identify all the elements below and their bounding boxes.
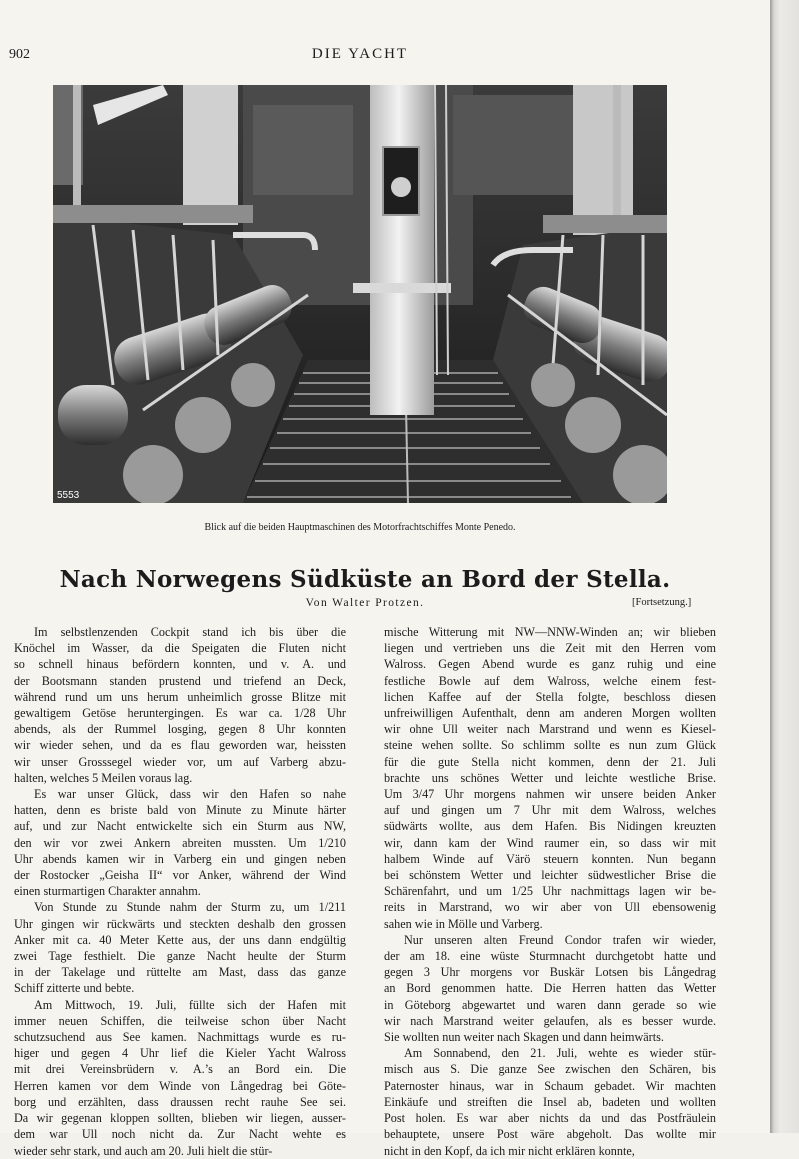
text-line: wir ohne Ull weiter nach Marstrand und wenn es Kiesel-	[384, 722, 716, 737]
text-line: festliche Bowle auf dem Walross, welche einem fest-	[384, 673, 716, 688]
text-line: Herren kamen vor dem Winde von Långedrag bei Göte-	[14, 1078, 346, 1093]
text-line: Uhr abends kamen wir in Varberg ein und gingen neben	[14, 851, 346, 866]
text-line: so schnell hinaus befördern konnten, und v. A. und	[14, 657, 346, 672]
text-line: während rund um uns herum unheimlich grosse Blitze mit	[14, 689, 346, 704]
text-line: Schiff zitterte und bebte.	[14, 981, 135, 996]
text-line: mit drei Vereinsbrüdern v. A.’s an Bord ein. Die	[14, 1062, 346, 1077]
text-line: dem war Ull noch nicht da. Zur Nacht wehte es	[14, 1127, 346, 1142]
text-line: higer und gegen 4 Uhr lief die Kieler Yacht Walross	[14, 1046, 346, 1061]
text-line: den wir vor zwei Ankern abreiten mussten. Um 1/210	[14, 835, 346, 850]
text-line: Knöchel im Wasser, da die Speigaten die Fluten nicht	[14, 641, 346, 656]
text-line: wir wieder sehen, und da es flau geworden war, heissten	[14, 738, 346, 753]
text-line: hatten, denn es briste bald von Minute zu Minute härter	[14, 803, 346, 818]
text-line: an Bord genommen hatte. Die Herren hatten das Wetter	[384, 981, 716, 996]
page-number: 902	[9, 47, 30, 62]
text-line: für die gute Stella nicht kommen, denn der 21. Juli	[384, 754, 716, 769]
text-line: misch aus S. Die ganze See zwischen den Schären, bis	[384, 1062, 716, 1077]
text-line: in Göteborg abgewartet und waren dann gerade so wie	[384, 997, 716, 1012]
text-line: immer neuen Schiffen, die teilweise schon über Nacht	[14, 1013, 346, 1028]
text-line: Am Mittwoch, 19. Juli, füllte sich der Hafen mit	[34, 997, 346, 1012]
text-line: Von Stunde zu Stunde nahm der Sturm zu, um 1/211	[34, 900, 346, 915]
article-column-left	[14, 624, 346, 1159]
text-line: liegen und vertrieben uns die Zeit mit den Herren vom	[384, 641, 716, 656]
article-byline: Von Walter Protzen.	[305, 597, 425, 609]
text-line: auf, und zur Nacht entwickelte sich ein Sturm aus NW,	[14, 819, 346, 834]
text-line: zwei Tage festhielt. Die ganze Nacht heulte der Sturm	[14, 949, 346, 964]
engine-room-illustration	[53, 85, 667, 503]
text-line: südwärts wollte, aus dem Hafen. Bis Nidingen kreuzten	[384, 819, 716, 834]
text-line: wir nach Marstrand weiter gelaufen, als es besser wurde.	[384, 1013, 716, 1028]
plate-number: 5553	[57, 490, 80, 501]
text-line: reits in Marstrand, wo wir aber von Ull ebensowenig	[384, 900, 716, 915]
text-line: Um 3/47 Uhr morgens nahmen wir unsere beiden Anker	[384, 787, 716, 802]
text-line: der Rostocker „Geisha II“ vor Anker, während der Wind	[14, 868, 346, 883]
text-line: abends, als der Rummel losging, gegen 8 Uhr konnten	[14, 722, 346, 737]
text-line: mische Witterung mit NW—NNW-Winden an; wir blieben	[384, 625, 716, 639]
text-line: gegen 3 Uhr morgens vor Buskär Lotsen bis Långedrag	[384, 965, 716, 980]
engine-room-photo	[53, 85, 667, 503]
text-line: Da wir gegenan kloppen sollten, blieben wir liegen, ausser-	[14, 1111, 346, 1126]
text-line: Sie wollten nun weiter nach Skagen und dann heimwärts.	[384, 1030, 664, 1045]
text-line: Walross. Gegen Abend wurde es ganz ruhig und eine	[384, 657, 716, 672]
text-line: steine wehen sollte. So schlimm sollte es nun zum Glück	[384, 738, 716, 753]
article-title: Nach Norwegens Südküste an Bord der Stella.	[59, 566, 671, 593]
text-line: halten, welches 5 Meilen voraus lag.	[14, 770, 193, 785]
text-line: behauptete, unsere Post wäre abgeholt. Das wollte mir	[384, 1127, 716, 1142]
text-line: gewaltigem Getöse heruntergingen. Es war ca. 1/28 Uhr	[14, 706, 346, 721]
photo-caption: Blick auf die beiden Hauptmaschinen des Motorfrachtschiffes Monte Penedo.	[204, 522, 516, 533]
text-line: borg und erzählten, dass draussen recht rauhe See sei.	[14, 1094, 346, 1109]
text-line: Uhr gingen wir rückwärts und steckten deshalb den grossen	[14, 916, 346, 931]
text-line: Paternoster hinaus, war in Schaum gebadet. Wir machten	[384, 1078, 716, 1093]
text-line: Post holen. Es war aber nichts da und das Postfräulein	[384, 1111, 716, 1126]
text-line: Schärenfahrt, und um 1/25 Uhr nachmittags lagen wir be-	[384, 884, 716, 899]
text-line: der Bootsmann standen prustend und triefend an Deck,	[14, 673, 346, 688]
text-line: einen sturmartigen Charakter annahm.	[14, 884, 201, 899]
text-line: Nur unseren alten Freund Condor trafen wir wieder,	[404, 932, 716, 947]
text-line: Anker mit ca. 40 Meter Kette aus, der uns dann endgültig	[14, 932, 346, 947]
text-line: nicht in den Kopf, da ich mir nicht erklären konnte,	[384, 1143, 635, 1158]
text-line: halbem Winde auf Värö steuern konnten. Nun begann	[384, 851, 716, 866]
text-line: wir unser Grosssegel wieder vor, um auf Varberg abzu-	[14, 754, 346, 769]
page-binding-edge	[770, 0, 799, 1133]
text-line: schutzsuchend aus See kamen. Nachmittags wurde es ru-	[14, 1030, 346, 1045]
continued-note: [Fortsetzung.]	[632, 597, 692, 608]
running-title: DIE YACHT	[311, 46, 409, 62]
text-line: wir, dann kam der Wind raumer ein, so dass wir mit	[384, 835, 716, 850]
text-line: Im selbstlenzenden Cockpit stand ich bis über die	[34, 625, 346, 639]
article-column-right	[384, 624, 716, 1159]
text-line: bei schönstem Wetter und leichter südwestlicher Brise die	[384, 868, 716, 883]
text-line: wieder sehr stark, und auch am 20. Juli hielt die stür-	[14, 1143, 273, 1158]
text-line: unfreiwilligen Aufenthalt, denn am anderen Morgen wollten	[384, 706, 716, 721]
text-line: Am Sonnabend, den 21. Juli, wehte es wieder stür-	[404, 1046, 716, 1061]
text-line: sahen wie in Mölle und Varberg.	[384, 916, 543, 931]
text-line: lichen Kaffee auf der Stella folgte, beschloss diesen	[384, 689, 716, 704]
text-line: Einkäufe und streiften die Insel ab, badeten und wollten	[384, 1094, 716, 1109]
text-line: Es war unser Glück, dass wir den Hafen so nahe	[34, 787, 346, 802]
text-line: brachte uns schönes Wetter und leichte westliche Brise.	[384, 770, 716, 785]
text-line: auf und gingen um 7 Uhr mit dem Walross, welches	[384, 803, 716, 818]
text-line: der am 18. eine wüste Sturmnacht durchgetobt hatte und	[384, 949, 716, 964]
text-line: in der Takelage und rüttelte am Mast, dass das ganze	[14, 965, 346, 980]
